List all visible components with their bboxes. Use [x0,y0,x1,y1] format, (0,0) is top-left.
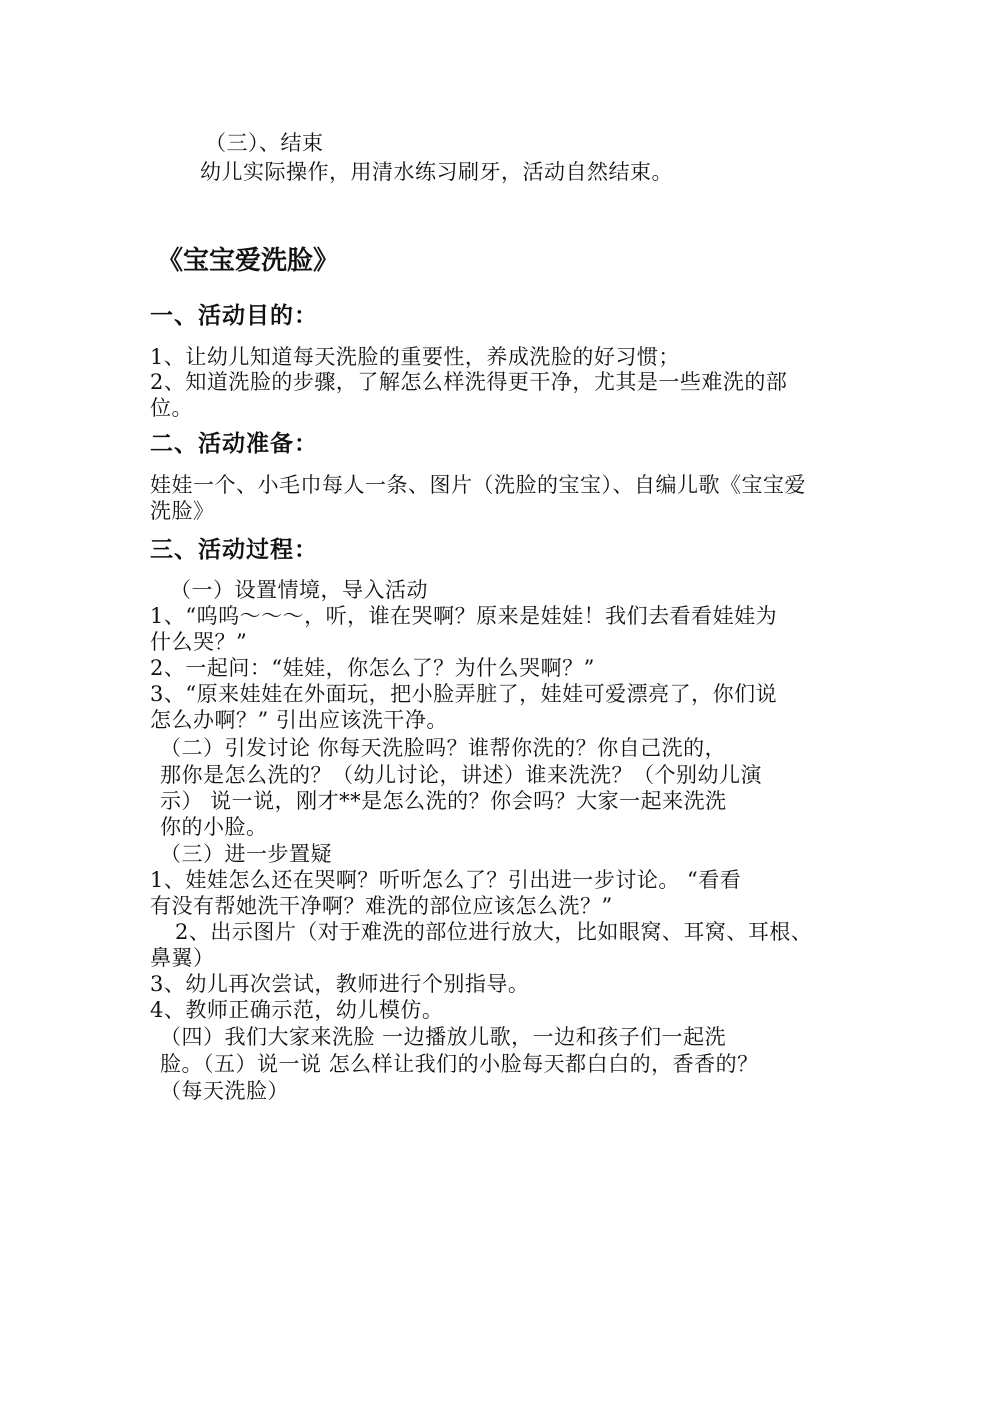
process-line: 4、教师正确示范，幼儿模仿。 [150,998,444,1022]
process-heading: 三、活动过程： [150,537,318,563]
goals-heading: 一、活动目的： [150,303,318,329]
process-line: （每天洗脸） [160,1079,289,1103]
prep-heading: 二、活动准备： [150,431,318,457]
prev-section-heading: （三）、结束 [205,131,324,155]
prep-line: 娃娃一个、小毛巾每人一条、图片（洗脸的宝宝）、自编儿歌《宝宝爱 [150,473,806,497]
process-line: 2、出示图片（对于难洗的部位进行放大，比如眼窝、耳窝、耳根、 [175,920,813,944]
process-line: （二）引发讨论 你每天洗脸吗？谁帮你洗的？你自己洗的， [160,736,727,760]
process-line: 3、“原来娃娃在外面玩，把小脸弄脏了，娃娃可爱漂亮了，你们说 [150,682,778,706]
process-line: （四）我们大家来洗脸 一边播放儿歌，一边和孩子们一起洗 [160,1025,727,1049]
process-line: 怎么办啊？” 引出应该洗干净。 [150,708,448,732]
process-line: 鼻翼） [150,946,215,970]
process-line: 示） 说一说，刚才**是怎么洗的？你会吗？大家一起来洗洗 [160,789,727,813]
process-line: 1、“呜呜～～～，听，谁在哭啊？原来是娃娃！我们去看看娃娃为 [150,604,778,628]
process-line: 3、幼儿再次尝试，教师进行个别指导。 [150,972,530,996]
document-title: 《宝宝爱洗脸》 [157,246,340,276]
goals-line: 位。 [150,396,193,420]
process-line: 脸。（五）说一说 怎么样让我们的小脸每天都白白的，香香的？ [160,1052,759,1076]
process-line: 什么哭？” [150,630,248,654]
goals-line: 2、知道洗脸的步骤，了解怎么样洗得更干净，尤其是一些难洗的部 [150,370,788,394]
process-line: 2、一起问：“娃娃，你怎么了？为什么哭啊？” [150,656,595,680]
prev-section-body: 幼儿实际操作，用清水练习刷牙，活动自然结束。 [200,160,673,184]
goals-line: 1、让幼儿知道每天洗脸的重要性，养成洗脸的好习惯； [150,345,680,369]
process-line: 那你是怎么洗的？（幼儿讨论，讲述）谁来洗洗？（个别幼儿演 [160,763,762,787]
process-line: 有没有帮她洗干净啊？难洗的部位应该怎么洗？” [150,894,613,918]
process-line: 你的小脸。 [160,815,268,839]
process-line: 1、娃娃怎么还在哭啊？听听怎么了？引出进一步讨论。 “看看 [150,868,742,892]
process-line: （一）设置情境，导入活动 [170,578,428,602]
process-line: （三）进一步置疑 [160,842,332,866]
prep-line: 洗脸》 [150,499,215,523]
